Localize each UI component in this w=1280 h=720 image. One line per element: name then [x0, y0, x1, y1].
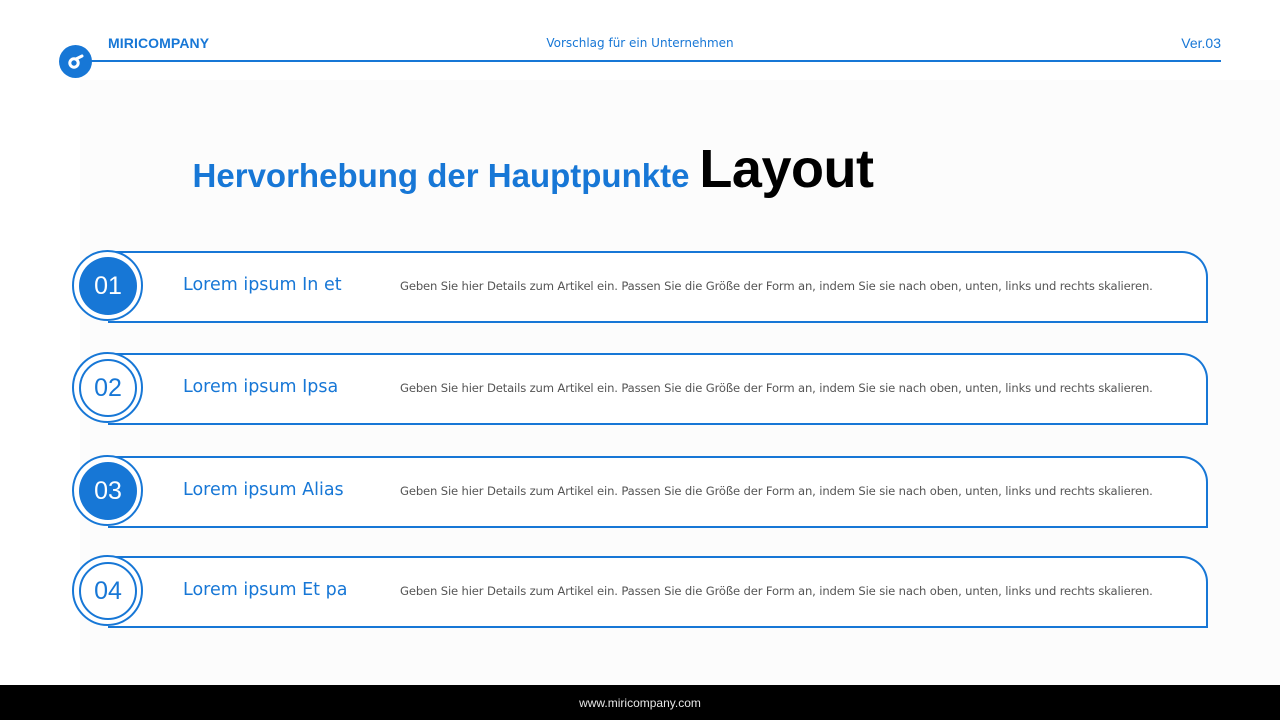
item-label: Lorem ipsum Ipsa [183, 377, 339, 397]
item-label: Lorem ipsum Alias [183, 480, 344, 500]
header-subtitle: Vorschlag für ein Unternehmen [546, 36, 734, 50]
list-item [72, 556, 1208, 628]
footer-bar [0, 685, 1280, 720]
item-description: Geben Sie hier Details zum Artikel ein. Passen Sie die Größe der Form an, indem Sie sie nach oben, unten, links und rechts skalieren. [400, 279, 1153, 293]
brand-name: MIRICOMPANY [108, 35, 210, 51]
version-label: Ver.03 [1181, 35, 1221, 51]
list-item [72, 353, 1208, 425]
title-strong: Layout [699, 139, 874, 199]
number-badge: 01 [79, 257, 137, 315]
number-badge: 02 [79, 359, 137, 417]
page-title [0, 138, 1280, 200]
number-badge: 03 [79, 462, 137, 520]
item-description: Geben Sie hier Details zum Artikel ein. Passen Sie die Größe der Form an, indem Sie sie nach oben, unten, links und rechts skalieren. [400, 381, 1153, 395]
item-description: Geben Sie hier Details zum Artikel ein. Passen Sie die Größe der Form an, indem Sie sie nach oben, unten, links und rechts skalieren. [400, 484, 1153, 498]
title-accent: Hervorhebung der Hauptpunkte [192, 157, 690, 194]
list-item [72, 456, 1208, 528]
header-divider [75, 60, 1221, 62]
item-label: Lorem ipsum Et pa [183, 580, 348, 600]
footer-url[interactable]: www.miricompany.com [579, 695, 701, 710]
item-label: Lorem ipsum In et [183, 275, 342, 295]
item-description: Geben Sie hier Details zum Artikel ein. Passen Sie die Größe der Form an, indem Sie sie nach oben, unten, links und rechts skalieren. [400, 584, 1153, 598]
number-badge: 04 [79, 562, 137, 620]
list-item [72, 251, 1208, 323]
